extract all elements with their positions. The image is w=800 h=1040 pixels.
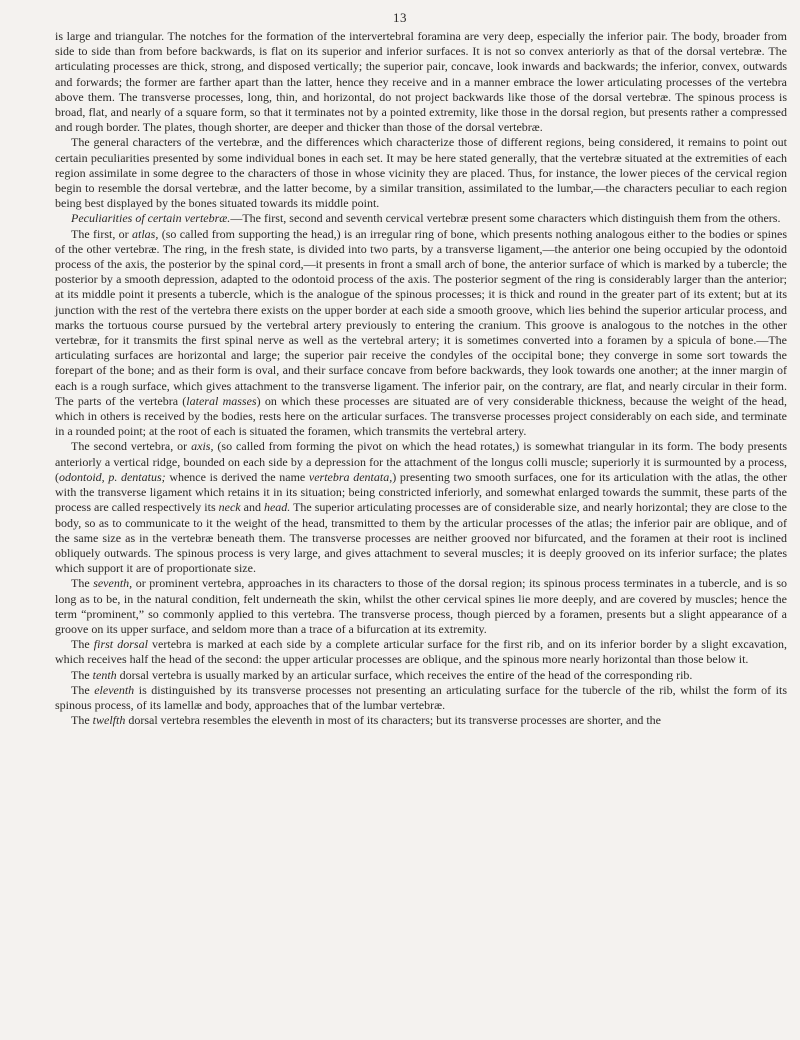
text-run: The [71,713,93,728]
text-run: The superior articulating processes are of considerable size, and nearly horizontal; they are close to the body, so as to communicate to it the weight of the head, transmitted to them by the articular processes of the atlas; the inferior pair are oblique, and of the same size as in the vertebræ beneath them. The transverse processes are neither grooved nor bifurcated, and the foramen at their root is inclined obliquely outwards. The spinous process is very large, and gives attachment to several muscles; it is deeply grooved on its inferior surface; the plates which support it are of proportionate size. [55,500,787,576]
text-run: or prominent vertebra, approaches in its characters to those of the dorsal region; its spinous process terminates in a tubercle, and is so long as to be, in the natural condition, felt underneath the skin, whilst the other cervical spines lie more deeply, and are covered by muscles; hence the term “prominent,” so commonly applied to this vertebra. The transverse process, though pierced by a foramen, presents but a slight appearance of a groove on its upper surface, and seldom more than a trace of a bifurcation at its extremity. [55,576,787,636]
paragraph [55,227,787,440]
italic-term: odontoid, p. dentatus; [59,469,166,484]
text-run: ) presenting two smooth surfaces, one for its articulation with the atlas, the other with the transverse ligament which retains it in its situation; being constricted inferiorly, and somewhat enlarged towards the summit, these parts of the process are called respectively its [55,469,788,515]
paragraph [55,29,787,135]
text-run: vertebra is marked at each side by a complete articular surface for the first rib, and on its inferior border by a slight excavation, which receives half the head of the second: the upper articular processes are oblique, and the spinous more nearly horizontal than those below it. [55,637,788,667]
italic-term: vertebra dentata, [308,469,393,484]
text-run: is large and triangular. The notches for the formation of the intervertebral foramina are very deep, especially the inferior pair. The body, broader from side to side than from before backwards, is flat on its superior and inferior surfaces. It is not so convex anteriorly as that of the dorsal vertebræ. The articulating processes are thick, strong, and disposed vertically; the superior pair, concave, look inwards and backwards; the inferior, convex, outwards and forwards; the former are farther apart than the latter, hence they receive and in a manner embrace the lower articulating processes of the vertebra above them. The transverse processes, long, thin, and horizontal, do not project backwards like those of the dorsal vertebræ. The spinous process is broad, flat, and nearly of a square form, so that it terminates not by a pointed extremity, like those in the dorsal region, but presents rather a compressed and rough border. The plates, though shorter, are deeper and thicker than those of the dorsal vertebræ. [55,29,787,135]
italic-term: eleventh [94,682,135,697]
italic-term: axis, [191,439,214,454]
text-run: dorsal vertebra resembles the eleventh in most of its characters; but its transverse processes are shorter, and the [125,713,661,728]
paragraph [55,668,787,683]
italic-term: tenth [92,667,117,682]
text-run: The [71,682,95,697]
page-number: 13 [393,10,407,25]
text-run: whence is derived the name [165,469,309,484]
text-run: —The first, second and seventh cervical vertebræ present some characters which distinguish them from the others. [230,211,781,226]
body-text [55,29,787,728]
paragraph [55,211,787,226]
text-run: The [71,637,94,652]
italic-term: twelfth [92,713,126,728]
text-run: ) on which these processes are situated are of very considerable thickness, because the weight of the head, which in others is received by the bodies, rests here on the articular surfaces. The transverse processes project considerably on each side, and terminate in a rounded point; at the root of each is situated the foramen, which transmits the vertebral artery. [55,393,787,439]
text-run: dorsal vertebra is usually marked by an articular surface, which receives the entire of the head of the corresponding rib. [116,667,693,682]
italic-term: atlas, [132,226,159,241]
paragraph [55,713,787,728]
paragraph [55,439,787,576]
text-run: The general characters of the vertebræ, and the differences which characterize those of different regions, being considered, it remains to point out certain peculiarities presented by some individual bones in each set. It may be here stated generally, that the vertebræ situated at the extremities of each region assimilate in some degree to the characters of those in whose vicinity they are placed. Thus, for instance, the lower pieces of the cervical region begin to resemble the dorsal vertebræ, and the latter become, by a similar transition, assimilated to the lumbar,—the characters peculiar to each region being best displayed by the bones situated towards its middle point. [55,135,787,211]
text-run: (so called from forming the pivot on which the head rotates,) is somewhat triangular in its form. The body presents anteriorly a vertical ridge, bounded on each side by a depression for the attachment of the longus colli muscle; superiorly it is surmounted by a process, ( [55,439,787,484]
paragraph [55,637,787,667]
italic-term: Peculiarities of certain vertebræ. [71,211,231,226]
text-run: (so called from supporting the head,) is an irregular ring of bone, which presents nothing analogous either to the bodies or spines of the other vertebræ. The ring, in the fresh state, is divided into two parts, by a transverse ligament,—the anterior one being occupied by the odontoid process of the axis, the posterior by the spinal cord,—it presents in front a small arch of bone, the anterior surface of which is marked by a tubercle; the posterior by a smooth depression, adapted to the odontoid process of the axis. The posterior segment of the ring is considerably larger than the anterior; at its middle point it presents a tubercle, which is the analogue of the spinous processes; it is thick and round in the greater part of its extent; but at its junction with the rest of the vertebra there exists on the upper border at each side a smooth groove, which lies behind the superior articular process, and marks the tortuous course pursued by the vertebral artery previously to entering the cranium. This groove is analogous to the notches in the other vertebræ, for it transmits the first spinal nerve as well as the vertebral artery; it is sometimes converted into a foramen by a spicula of bone.—The articulating surfaces are horizontal and large; the superior pair receive the condyles of the occipital bone; they converge in some sort towards the forepart of the bone; and as their form is oval, and their surface concave from before backwards, they look towards one another; at the inner margin of each is a rough surface, which gives attachment to the transverse ligament. The inferior pair, on the contrary, are flat, and nearly circular in their form. The parts of the vertebra ( [55,226,788,408]
paragraph [55,576,787,637]
text-run: The first, or [71,226,133,241]
text-run: is distinguished by its transverse processes not presenting an articulating surface for the tubercle of the rib, whilst the form of its spinous process, of its lamellæ and body, approaches that of the lumbar vertebræ. [55,682,788,712]
italic-term: neck [218,500,241,515]
paragraph [55,683,787,713]
italic-term: head. [263,500,291,515]
text-run: The [71,576,94,591]
text-run: and [240,500,264,515]
paragraph [55,135,787,211]
text-run: The [71,667,93,682]
italic-term: first dorsal [93,637,148,652]
italic-term: seventh, [93,576,133,591]
italic-term: lateral masses [186,393,257,408]
text-run: The second vertebra, or [71,439,192,454]
